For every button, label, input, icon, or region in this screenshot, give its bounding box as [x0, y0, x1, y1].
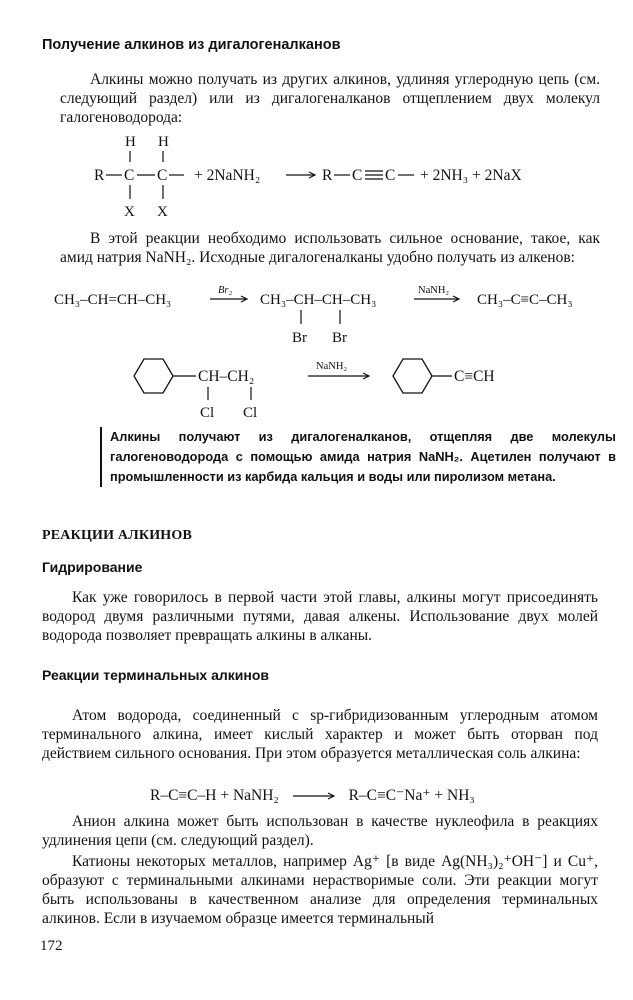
chlorine-atom: Cl — [200, 405, 215, 421]
reactions-heading: РЕАКЦИИ АЛКИНОВ — [42, 528, 193, 543]
terminal-paragraph: Атом водорода, соединенный с sp-гибридизованным углеродным атомом терминального алкина, имеет кислый характер и может быть оторван под действием сильного основания. При этом образуется металлическая соль алкина: — [42, 707, 598, 762]
product-alkyne: C≡CH — [454, 368, 495, 385]
reaction-cyclohexyl-alkyne — [120, 350, 560, 430]
hydrogenation-heading: Гидрирование — [42, 559, 143, 575]
terminal-alkynes-heading: Реакции терминальных алкинов — [42, 667, 269, 683]
alkene-formula: CH₃–CH=CH–CH₃ — [54, 292, 172, 308]
strong-base-paragraph: В этой реакции необходимо использовать сильное основание, такое, как амид натрия NaNH₂. Исходные дигалогеналканы удобно получать из алкенов: — [60, 230, 600, 266]
product-carbon: C — [352, 167, 363, 184]
section-title: Получение алкинов из дигалогеналканов — [42, 37, 341, 53]
page-number: 172 — [40, 938, 63, 954]
bromine-atom: Br — [292, 330, 307, 346]
bromine-atom: Br — [332, 330, 347, 346]
product-r-group: R — [322, 167, 333, 184]
equation-left: R–C≡C–H + NaNH₂ — [150, 787, 279, 804]
intro-paragraph: Алкины можно получать из других алкинов, удлиняя углеродную цепь (см. следующий раздел) или из дигалогеналканов отщеплением двух молекул галогеноводорода: — [60, 71, 600, 126]
x-atom: X — [157, 204, 168, 220]
x-atom: X — [124, 204, 135, 220]
alkyne-formula: CH₃–C≡C–CH₃ — [477, 292, 573, 308]
reagent-sodium-amide: + 2NaNH₂ — [194, 167, 261, 184]
carbon-atom: C — [157, 167, 168, 184]
summary-box: Алкины получают из дигалогеналканов, отщепляя две молекулы галогеноводорода с помощью амида натрия NaNH₂. Ацетилен получают в промышленности из карбида кальция и воды или пиролизом метана. — [100, 427, 616, 487]
h-atom: H — [125, 134, 136, 150]
r-group: R — [94, 167, 105, 184]
cyclohexane-ring — [393, 359, 432, 393]
product-tail: + 2NH₃ + 2NaX — [420, 167, 522, 184]
cyclohexane-ring — [134, 359, 173, 393]
carbon-atom: C — [124, 167, 135, 184]
equation-right: R–C≡C⁻Na⁺ + NH₃ — [348, 787, 475, 804]
reaction-arrow — [289, 790, 339, 802]
chlorine-atom: Cl — [243, 405, 258, 421]
bromine-label: Br₂ — [218, 285, 233, 296]
dibromide-formula: CH₃–CH–CH–CH₃ — [260, 292, 377, 308]
h-atom: H — [158, 134, 169, 150]
anion-paragraph: Анион алкина может быть использован в качестве нуклеофила в реакциях удлинения цепи (см. следующий раздел). — [42, 813, 598, 849]
sodium-amide-label: NaNH₂ — [316, 361, 348, 372]
hydrogenation-paragraph: Как уже говорилось в первой части этой главы, алкины могут присоединять водород двумя различными путями, давая алкены. Использование двух молей водорода позволяет превращать алкины в алканы. — [42, 589, 598, 644]
reaction-butene-to-butyne — [40, 282, 610, 352]
salt-equation — [150, 786, 475, 805]
product-carbon: C — [385, 167, 396, 184]
sodium-amide-label: NaNH₂ — [418, 285, 450, 296]
chain-formula: CH–CH₂ — [198, 368, 255, 385]
reaction-dihaloalkane-elimination — [60, 128, 580, 223]
cations-paragraph: Катионы некоторых металлов, например Ag⁺ [в виде Ag(NH₃)₂⁺OH⁻] и Cu⁺, образуют с терминальными алкинами нерастворимые соли. Эти реакции могут быть использованы в качественном анализе для определения терминальных алкинов. Если в изучаемом образце имеется терминальный — [42, 853, 598, 927]
